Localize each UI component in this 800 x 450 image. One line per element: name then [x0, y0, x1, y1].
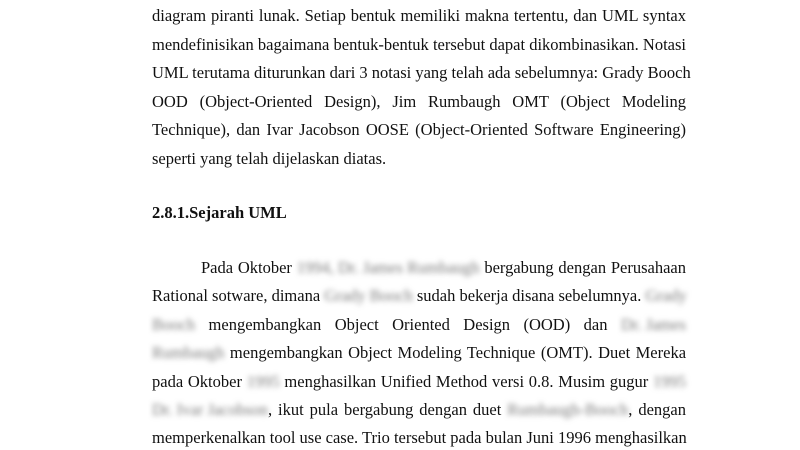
redacted-text: Grady — [645, 286, 687, 305]
text-run: Pada Oktober — [201, 258, 292, 277]
redacted-text: Dr. James — [620, 315, 687, 334]
text-run: pada Oktober — [152, 372, 242, 391]
paragraph-line — [152, 400, 686, 420]
paragraph-line: mendefinisikan bagaimana bentuk-bentuk tersebut dapat dikombinasikan. Notasi — [152, 35, 686, 54]
paragraph-line: seperti yang telah dijelaskan diatas. — [152, 149, 387, 168]
text-run: bergabung dengan Perusahaan — [484, 258, 686, 277]
paragraph-line — [152, 286, 686, 306]
redacted-text: Grady Booch — [324, 286, 413, 305]
paragraph-line — [152, 372, 686, 392]
paragraph-line: OOD (Object-Oriented Design), Jim Rumbaugh OMT (Object Modeling — [152, 92, 686, 111]
redacted-text: Booch — [152, 315, 196, 334]
redacted-text: Rumbaugh — [152, 343, 225, 362]
section-heading: 2.8.1.Sejarah UML — [152, 203, 287, 222]
redacted-text: 1995 — [653, 372, 686, 391]
text-run: , dengan — [628, 400, 686, 419]
text-run: mengembangkan Object Oriented Design (OOD) dan — [208, 315, 608, 334]
paragraph-line — [152, 343, 686, 363]
redacted-text: 1994, Dr. James Rumbaugh — [296, 258, 480, 277]
paragraph-line — [201, 258, 686, 278]
redacted-text: Rumbaugh-Booch — [507, 400, 629, 419]
paragraph-line: Technique), dan Ivar Jacobson OOSE (Object-Oriented Software Engineering) — [152, 120, 686, 139]
text-run: , ikut pula bergabung dengan duet — [267, 400, 502, 419]
paragraph-line: UML terutama diturunkan dari 3 notasi yang telah ada sebelumnya: Grady Booch — [152, 63, 691, 82]
paragraph-line — [152, 315, 686, 335]
paragraph-line: memperkenalkan tool use case. Trio tersebut pada bulan Juni 1996 menghasilkan — [152, 428, 687, 447]
text-run: sudah bekerja disana sebelumnya. — [416, 286, 642, 305]
text-run: menghasilkan Unified Method versi 0.8. Musim gugur — [284, 372, 649, 391]
text-run: mengembangkan Object Modeling Technique (OMT). Duet Mereka — [229, 343, 687, 362]
text-run: Rational sotware, dimana — [152, 286, 321, 305]
redacted-text: Dr. Ivar Jacobson — [152, 400, 268, 419]
redacted-text: 1995 — [246, 372, 280, 391]
paragraph-line: diagram piranti lunak. Setiap bentuk memiliki makna tertentu, dan UML syntax — [152, 6, 686, 25]
